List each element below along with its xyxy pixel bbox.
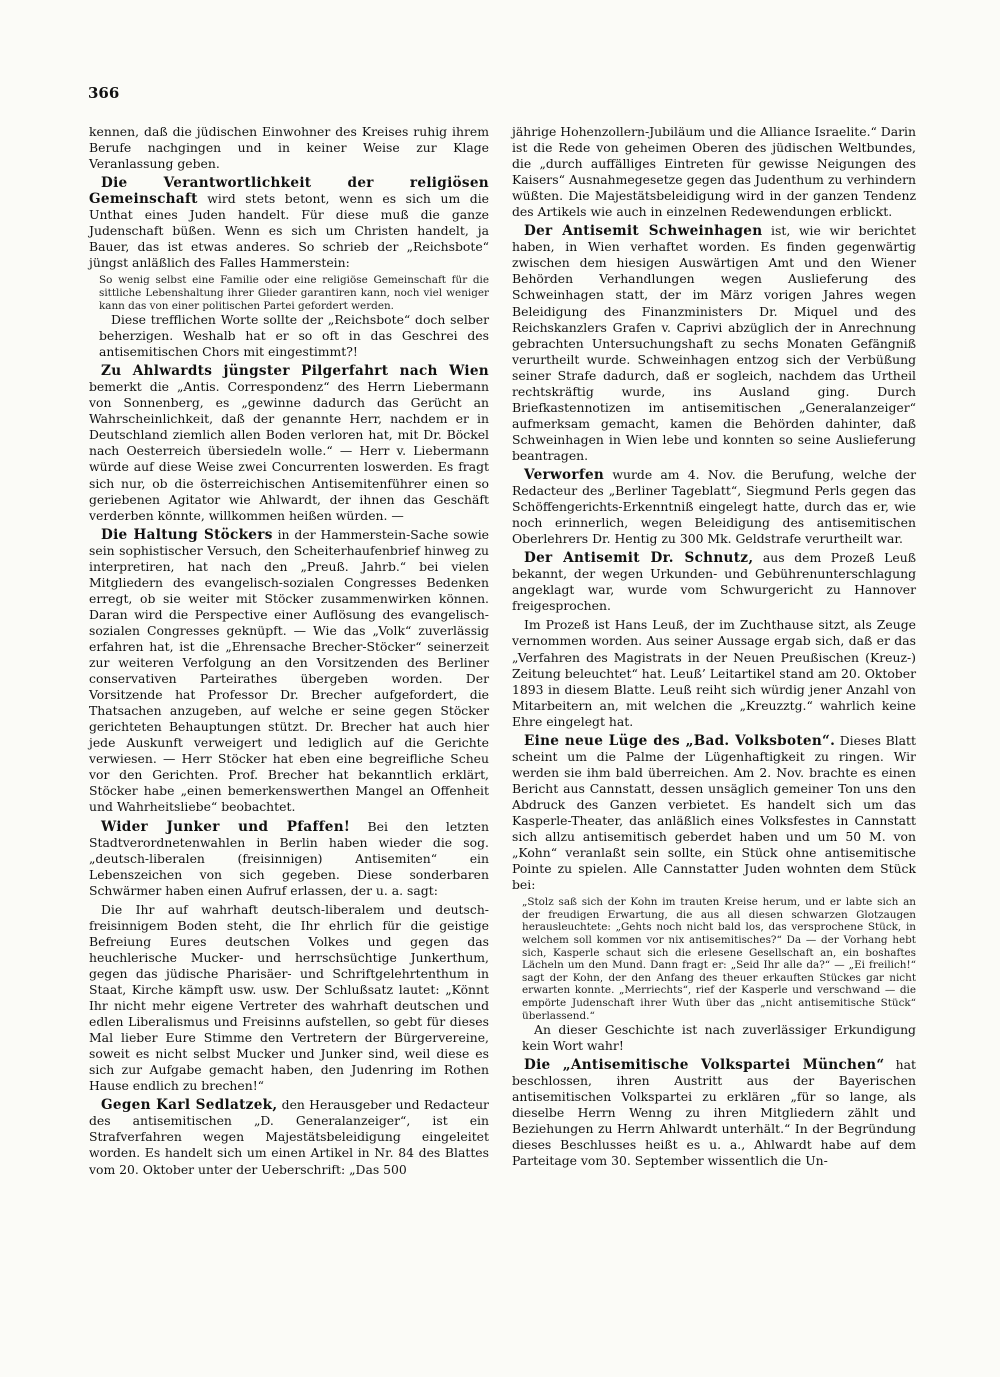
quotation-block — [512, 896, 916, 1054]
article-heading: Die Verantwortlichkeit der religiösen Gemeinschaft — [89, 175, 489, 208]
article-paragraph — [512, 733, 916, 893]
quotation-block — [89, 274, 489, 360]
paragraph-text: bemerkt die „Antis. Correspondenz“ des Herrn Liebermann von Sonnenberg, es „gewinne dadurch das Gerücht an Wahrscheinlichkeit, daß der genannte Herr, nachdem er in Deutschland ziemlich allen Boden verloren hat, mit Dr. Böckel nach Oesterreich übersiedeln wolle.“ — Herr v. Liebermann würde auf diese Weise zwei Concurrenten loswerden. Es fragt sich nur, ob die österreichischen Antisemitenführer einen so geriebenen Agitator wie Ahlwardt, der ihnen das Geschäft verderben könnte, willkommen heißen würden. — — [89, 379, 489, 523]
left-column — [89, 124, 489, 1181]
article-paragraph — [89, 363, 489, 523]
paragraph-text: Bei den letzten Stadtverordnetenwahlen in Berlin haben wieder die sog. „deutsch-liberalen (freisinnigen) Antisemiten“ ein Lebenszeichen von sich gegeben. Diese sonderbaren Schwärmer haben einen Aufruf erlassen, der u. a. sagt: — [89, 818, 489, 898]
article-paragraph — [512, 550, 916, 614]
quote-text: So wenig selbst eine Familie oder eine religiöse Gemeinschaft für die sittliche Lebenshaltung ihrer Glieder garantiren kann, noch viel weniger kann das von einer politischen Partei gefordert werden. — [99, 274, 489, 312]
paragraph-text: ist, wie wir berichtet haben, in Wien verhaftet worden. Es finden gegenwärtig zwischen dem hiesigen Auswärtigen Amt und den Wiener Behörden Verhandlungen wegen Auslieferung des Schweinhagen statt, der im März vorigen Jahres wegen Beleidigung des Finanzministers Dr. Miquel und des Reichskanzlers Grafen v. Caprivi abzüglich der in Anrechnung gebrachten Untersuchungshaft zu sechs Monaten Gefängniß verurtheilt wurde. Schweinhagen entzog sich der Verbüßung seiner Strafe dadurch, daß er sogleich, nachdem das Urtheil rechtskräftig wurde, ins Ausland ging. Durch Briefkastennotizen im antisemitischen „Generalanzeiger“ aufmerksam gemacht, kamen die Behörden dahinter, daß Schweinhagen in Wien lebe und konnten so seine Auslieferung beantragen. — [512, 223, 916, 463]
article-paragraph — [89, 819, 489, 899]
quote-text: „Stolz saß sich der Kohn im trauten Kreise herum, und er labte sich an der freudigen Erwartung, die aus all diesen schwarzen Glotzaugen herausleuchtete: „Gehts noch nicht bald los, das versprochene Stück, in welchem soll kommen vor nix antisemitisches?“ Da — der Vorhang hebt sich, Kasperle schaut sich die erlesene Gesellschaft an, ein boshaftes Lächeln um den Mund. Dann fragt er: „Seid Ihr alle da?“ — „Ei freilich!“ sagt der Kohn, der den Anfang des theuer erkauften Stückes gar nicht erwarten konnte. „Merriechts“, rief der Kasperle und verschwand — die empörte Judenschaft ihrer Wuth über das „nicht antisemitische Stück“ überlassend.“ — [522, 896, 916, 1022]
paragraph-text: Dieses Blatt scheint um die Palme der Lügenhaftigkeit zu ringen. Wir werden sie ihm bald überreichen. Am 2. Nov. brachte es einen Bericht aus Cannstatt, dessen unsäglich gemeiner Ton uns den Abdruck des Ganzen verbietet. Es handelt sich um das Kasperle-Theater, das anläßlich eines Volksfestes in Cannstatt sich allzu antisemitisch geberdet haben und um 50 M. von „Kohn“ veranlaßt sein sollte, ein Stück ohne antisemitische Pointe zu spielen. Alle Cannstatter Juden wohnten dem Stück bei: — [512, 732, 916, 893]
article-heading: Der Antisemit Schweinhagen — [524, 223, 763, 240]
article-paragraph — [512, 223, 916, 464]
paragraph-text: jährige Hohenzollern-Jubiläum und die Alliance Israelite.“ Darin ist die Rede von geheimen Oberen des jüdischen Weltbundes, die „durch auffälliges Eintreten für gewisse Neigungen des Kaisers“ Ausnahmegesetze gegen das Judenthum zu verhindern wüßten. Die Majestätsbeleidigung wird in der ganzen Tendenz des Artikels wie auch in einzelnen Redewendungen erblickt. — [512, 124, 916, 220]
article-heading: Eine neue Lüge des „Bad. Volksboten“. — [524, 732, 836, 749]
article-paragraph — [512, 124, 916, 220]
paragraph-text: in der Hammerstein-Sache sowie sein sophistischer Versuch, den Scheiterhaufenbrief hinweg zu interpretiren, hat nach den „Preuß. Jahrb.“ bei vielen Mitgliedern des evangelisch-sozialen Congresses Bedenken erregt, ob sie weiter mit Stöcker zusammenwirken können. Daran wird die Perspective einer Auflösung des evangelisch-sozialen Congresses geknüpft. — Wie das „Volk“ zuverlässig erfahren hat, ist die „Ehrensache Brecher-Stöcker“ seinerzeit zur weiteren Verfolgung an den Vorsitzenden des Berliner conservativen Parteirathes übergeben worden. Der Vorsitzende hat Professor Dr. Brecher aufgefordert, die Thatsachen anzugeben, auf welche er seine gegen Stöcker gerichteten Behauptungen stützt. Dr. Brecher hat auch hier jede Auskunft verweigert und lediglich auf die Gerichte verwiesen. — Herr Stöcker hat eben eine begreifliche Scheu vor den Gerichten. Prof. Brecher hat bekanntlich erklärt, Stöcker habe „einen bemerkenswerthen Mangel an Offenheit und Wahrheitsliebe“ beobachtet. — [89, 526, 490, 815]
article-paragraph — [89, 124, 489, 172]
paragraph-text: wurde am 4. Nov. die Berufung, welche der Redacteur des „Berliner Tageblatt“, Siegmund Perls gegen das Schöffengerichts-Erkenntniß eingelegt hatte, durch das er, wie noch erinnerlich, wegen Beleidigung des antisemitischen Oberlehrers Dr. Hentig zu 300 Mk. Geldstrafe verurtheilt war. — [512, 466, 916, 547]
page-number: 366 — [88, 84, 120, 102]
paragraph-text: hat beschlossen, ihren Austritt aus der Bayerischen antisemitischen Volkspartei zu erklären „für so lange, als dieselbe Herrn Wenng zu ihren Mitgliedern zählt und Beziehungen zu Herrn Ahlwardt unterhält.“ In der Begründung dieses Beschlusses heißt es u. a., Ahlwardt habe auf dem Parteitage vom 30. September wissentlich die Un- — [512, 1057, 916, 1169]
article-paragraph — [89, 902, 489, 1095]
article-paragraph — [512, 467, 916, 547]
article-heading: Gegen Karl Sedlatzek, — [101, 1097, 278, 1114]
article-heading: Zu Ahlwardts jüngster Pilgerfahrt nach Wien — [101, 363, 489, 380]
paragraph-text: An dieser Geschichte ist nach zuverlässiger Erkundigung kein Wort wahr! — [522, 1022, 916, 1054]
article-paragraph — [89, 527, 489, 816]
paragraph-text: wird stets betont, wenn es sich um die Unthat eines Juden handelt. Für diese muß die ganze Judenschaft büßen. Wenn es sich um Christen handelt, ja Bauer, das ist etwas anderes. So schrieb der „Reichsbote“ jüngst anläßlich des Falles Hammerstein: — [89, 191, 489, 271]
article-paragraph — [89, 175, 489, 271]
article-heading: Der Antisemit Dr. Schnutz, — [524, 550, 754, 567]
paragraph-text: den Herausgeber und Redacteur des antisemitischen „D. Generalanzeiger“, ist ein Strafverfahren wegen Majestätsbeleidigung eingeleitet worden. Es handelt sich um einen Artikel in Nr. 84 des Blattes vom 20. Oktober unter der Ueberschrift: „Das 500 — [89, 1097, 489, 1177]
right-column — [512, 124, 916, 1172]
paragraph-text: kennen, daß die jüdischen Einwohner des Kreises ruhig ihrem Berufe nachgingen und in keiner Weise zur Klage Veranlassung geben. — [89, 124, 489, 172]
article-paragraph — [512, 617, 916, 729]
paragraph-text: Diese trefflichen Worte sollte der „Reichsbote“ doch selber beherzigen. Weshalb hat er so oft in das Geschrei des antisemitischen Chors mit eingestimmt?! — [99, 312, 489, 360]
article-paragraph — [89, 1097, 489, 1177]
paragraph-text: Im Prozeß ist Hans Leuß, der im Zuchthause sitzt, als Zeuge vernommen worden. Aus seiner Aussage ergab sich, daß er das „Verfahren des Magistrats in der Neuen Preußischen (Kreuz-) Zeitung beleuchtet“ hat. Leuß’ Leitartikel stand am 20. Oktober 1893 in diesem Blatte. Leuß reiht sich würdig jener Anzahl von Mitarbeitern an, mit welchen die „Kreuzztg.“ wahrlich keine Ehre eingelegt hat. — [512, 617, 916, 729]
article-paragraph — [512, 1057, 916, 1169]
paragraph-text: aus dem Prozeß Leuß bekannt, der wegen Urkunden- und Gebührenunterschlagung angeklagt war, wurde vom Schwurgericht zu Hannover freigesprochen. — [512, 550, 916, 614]
article-heading: Die „Antisemitische Volkspartei München“ — [524, 1057, 885, 1074]
article-heading: Verworfen — [524, 466, 605, 483]
article-heading: Die Haltung Stöckers — [101, 526, 273, 543]
article-heading: Wider Junker und Pfaffen! — [101, 818, 351, 835]
paragraph-text: Die Ihr auf wahrhaft deutsch-liberalem und deutsch-freisinnigem Boden steht, die Ihr ehrlich für die geistige Befreiung Eures deutschen Volkes und gegen das heuchlerische Mucker- und herrschsüchtige Junkerthum, gegen das jüdische Pharisäer- und Schriftgelehrtenthum in Staat, Kirche kämpft usw. usw. Der Schlußsatz lautet: „Könnt Ihr nicht mehr eigene Vertreter des wahrhaft deutschen und edlen Liberalismus und Freisinns aufstellen, so gebt für dieses Mal lieber Eure Stimme den Vertretern der Bürgervereine, soweit es nicht selbst Mucker und Junker sind, weil diese es sich zur Aufgabe gemacht haben, den Judenring im Rothen Hause endlich zu brechen!“ — [89, 901, 489, 1094]
